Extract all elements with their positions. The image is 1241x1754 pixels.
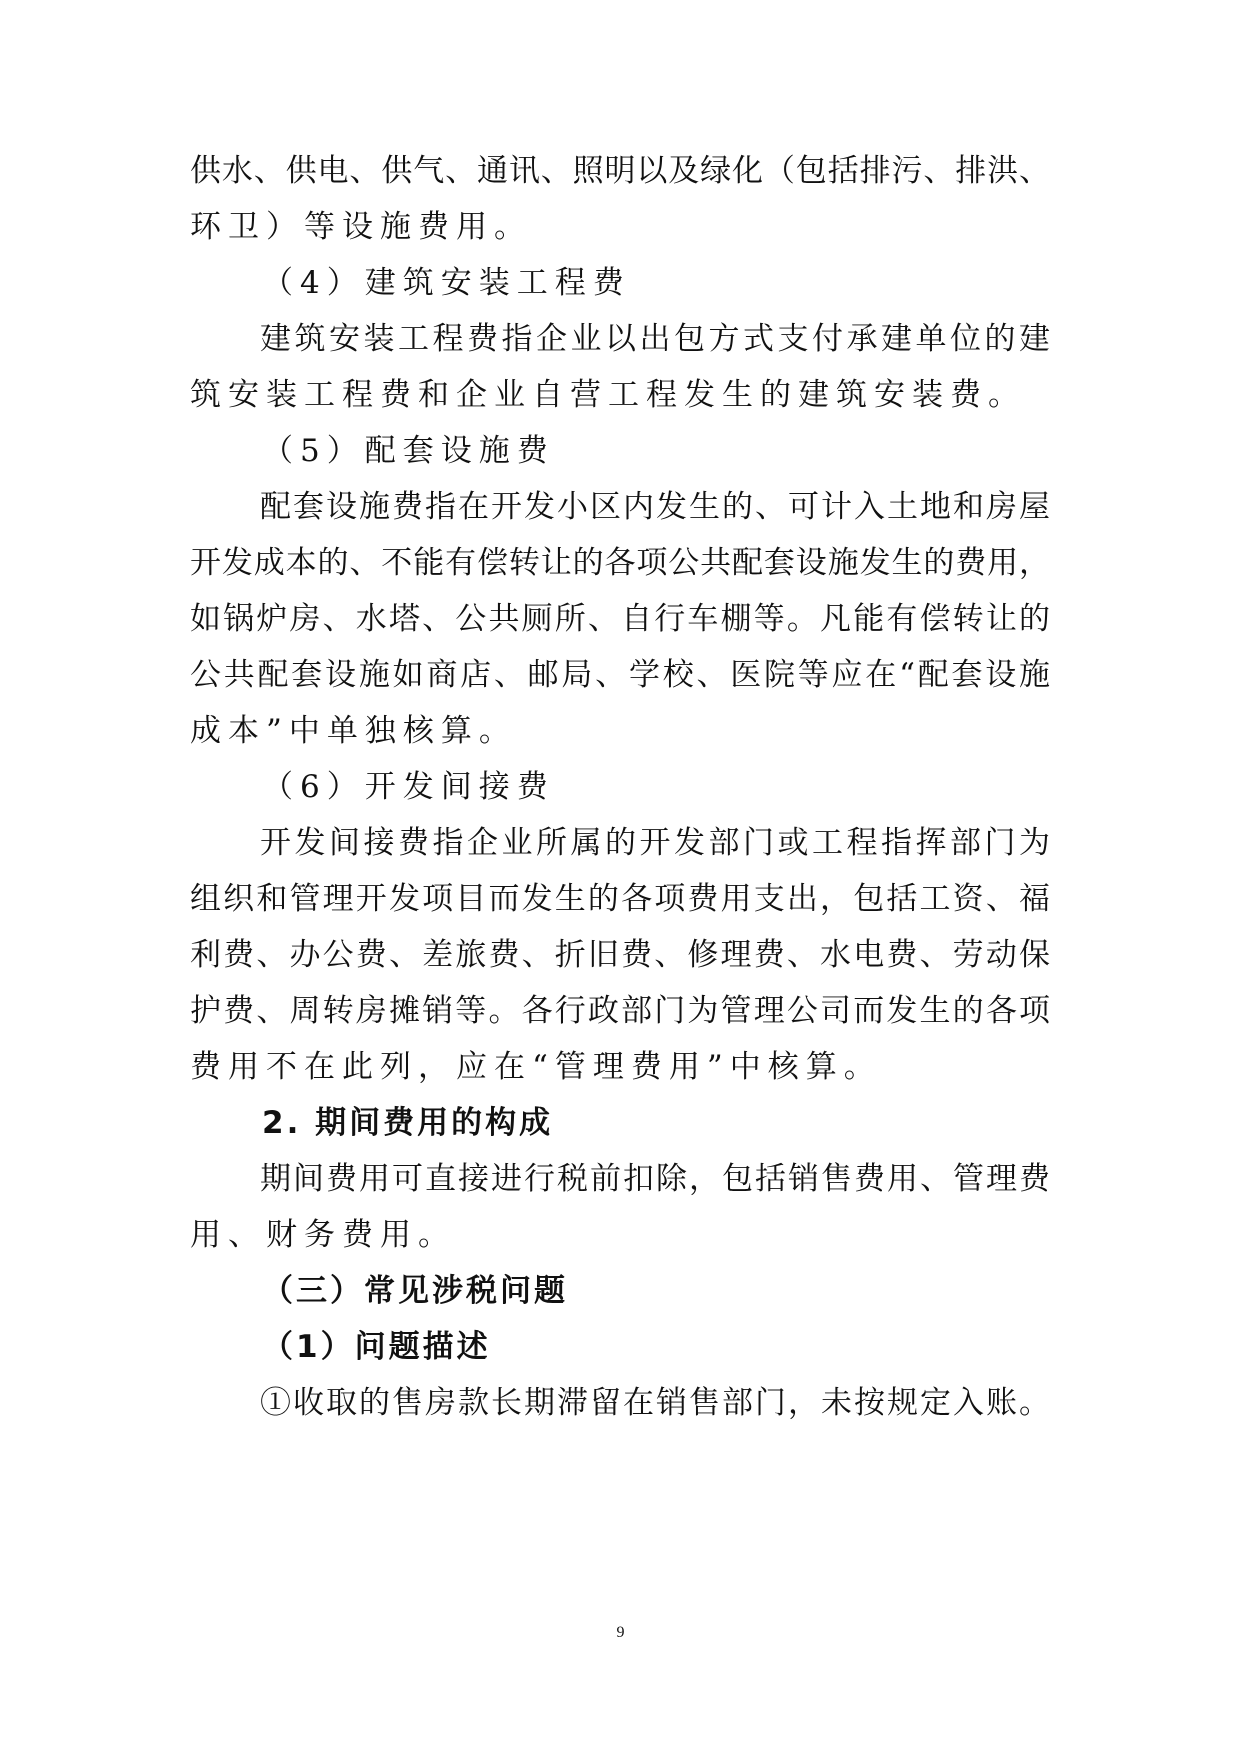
- body-line: ①收取的售房款长期滞留在销售部门，未按规定入账。: [260, 1385, 1050, 1421]
- subheading: （6）开发间接费: [262, 769, 555, 805]
- subheading: （5）配套设施费: [262, 433, 555, 469]
- body-line: 开发成本的、不能有偿转让的各项公共配套设施发生的费用，: [190, 545, 1050, 581]
- body-line: 开发间接费指企业所属的开发部门或工程指挥部门为: [260, 825, 1050, 861]
- subheading: （4）建筑安装工程费: [262, 265, 631, 301]
- body-line: 利费、办公费、差旅费、折旧费、修理费、水电费、劳动保: [190, 937, 1050, 973]
- body-line: 建筑安装工程费指企业以出包方式支付承建单位的建: [260, 321, 1050, 357]
- page-number: 9: [616, 1624, 625, 1641]
- body-line: 用、财务费用。: [190, 1217, 456, 1253]
- body-line: 配套设施费指在开发小区内发生的、可计入土地和房屋: [260, 489, 1050, 525]
- section-heading: （三）常见涉税问题: [262, 1273, 568, 1309]
- section-heading: 2. 期间费用的构成: [262, 1105, 554, 1141]
- body-line: 环卫）等设施费用。: [190, 209, 532, 245]
- body-line: 供水、供电、供气、通讯、照明以及绿化（包括排污、排洪、: [190, 153, 1050, 189]
- body-line: 成本”中单独核算。: [190, 713, 517, 749]
- body-line: 期间费用可直接进行税前扣除，包括销售费用、管理费: [260, 1161, 1050, 1197]
- body-line: 组织和管理开发项目而发生的各项费用支出，包括工资、福: [190, 881, 1050, 917]
- body-line: 如锅炉房、水塔、公共厕所、自行车棚等。凡能有偿转让的: [190, 601, 1050, 637]
- body-line: 筑安装工程费和企业自营工程发生的建筑安装费。: [190, 377, 1026, 413]
- section-heading: （1）问题描述: [262, 1329, 491, 1365]
- body-line: 公共配套设施如商店、邮局、学校、医院等应在“配套设施: [190, 657, 1050, 693]
- body-line: 护费、周转房摊销等。各行政部门为管理公司而发生的各项: [190, 993, 1050, 1029]
- body-line: 费用不在此列，应在“管理费用”中核算。: [190, 1049, 882, 1085]
